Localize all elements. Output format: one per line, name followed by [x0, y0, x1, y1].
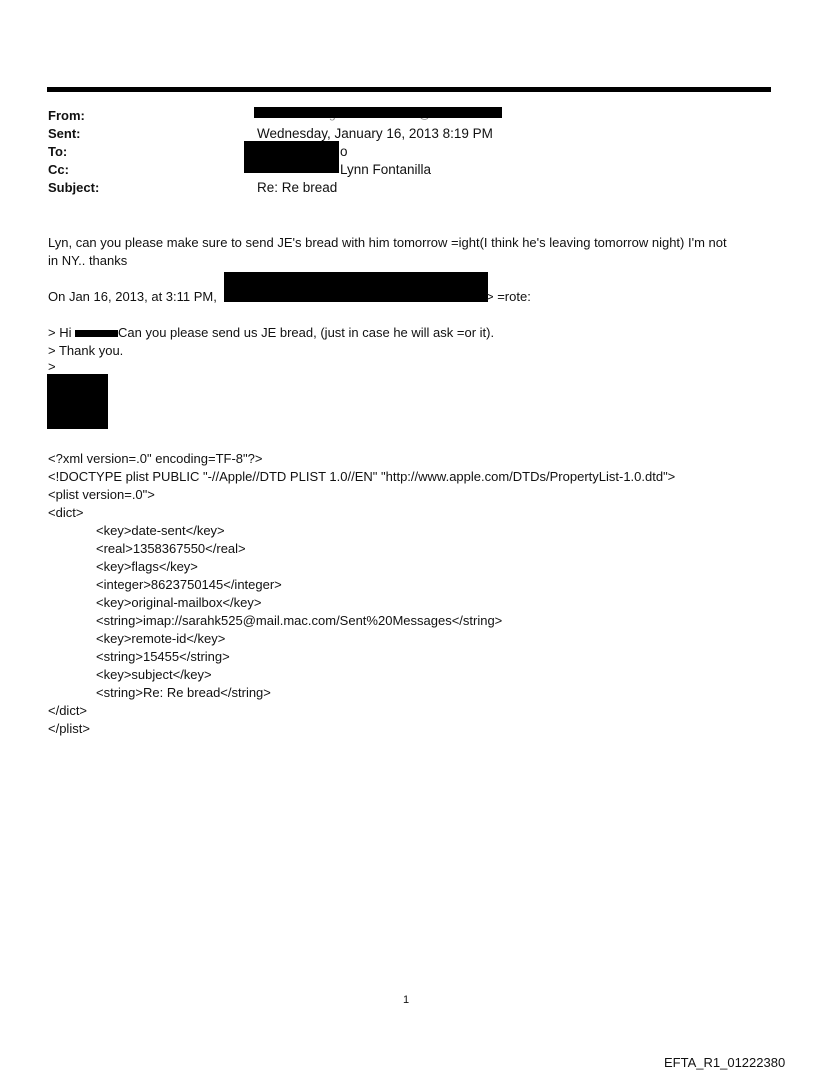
plist-line: <dict>	[48, 505, 84, 520]
quote-line-3: >	[48, 359, 56, 374]
body-line-1: Lyn, can you please make sure to send JE's bread with him tomorrow =ight(I think he's leaving tomorrow night) I'm not	[48, 235, 727, 250]
plist-line: <real>1358367550</real>	[96, 541, 246, 556]
plist-line: <key>remote-id</key>	[96, 631, 226, 646]
plist-line: <plist version=.0">	[48, 487, 155, 502]
document-id-footer: EFTA_R1_01222380	[664, 1055, 786, 1070]
to-value: o	[340, 144, 348, 159]
body-line-2: in NY.. thanks	[48, 253, 128, 268]
subject-label: Subject:	[48, 180, 100, 195]
quote-line-1-suffix: Can you please send us JE bread, (just in case he will ask =or it).	[118, 325, 495, 340]
sent-label: Sent:	[48, 126, 81, 141]
plist-line: <key>original-mailbox</key>	[96, 595, 262, 610]
plist-line: </dict>	[48, 703, 88, 718]
quote-intro-prefix: On Jan 16, 2013, at 3:11 PM,	[48, 289, 217, 304]
to-redaction	[244, 141, 339, 173]
plist-line: <string>imap://sarahk525@mail.mac.com/Sent%20Messages</string>	[96, 613, 503, 628]
to-label: To:	[48, 144, 68, 159]
quote-intro-suffix: > =rote:	[486, 289, 531, 304]
quote-sender-redaction	[224, 272, 488, 302]
subject-value: Re: Re bread	[257, 180, 338, 195]
plist-line: <string>15455</string>	[96, 649, 230, 664]
plist-line: </plist>	[48, 721, 90, 736]
plist-line: <!DOCTYPE plist PUBLIC "-//Apple//DTD PLIST 1.0//EN" "http://www.apple.com/DTDs/PropertyList-1.0.dtd">	[48, 469, 676, 484]
cc-value: Lynn Fontanilla	[340, 162, 432, 177]
cc-label: Cc:	[48, 162, 69, 177]
from-label: From:	[48, 108, 85, 123]
signature-redaction	[47, 374, 108, 429]
plist-line: <key>flags</key>	[96, 559, 198, 574]
sent-value: Wednesday, January 16, 2013 8:19 PM	[257, 126, 493, 141]
plist-line: <key>date-sent</key>	[96, 523, 225, 538]
from-redaction	[254, 107, 502, 118]
header-rule	[47, 87, 771, 92]
plist-line: <?xml version=.0" encoding=TF-8"?>	[48, 451, 263, 466]
quote-name-redaction	[75, 330, 118, 337]
quote-line-2: > Thank you.	[48, 343, 124, 358]
quote-line-1-prefix: > Hi	[48, 325, 72, 340]
plist-line: <string>Re: Re bread</string>	[96, 685, 271, 700]
plist-line: <integer>8623750145</integer>	[96, 577, 282, 592]
page-number: 1	[403, 994, 410, 1006]
plist-line: <key>subject</key>	[96, 667, 212, 682]
